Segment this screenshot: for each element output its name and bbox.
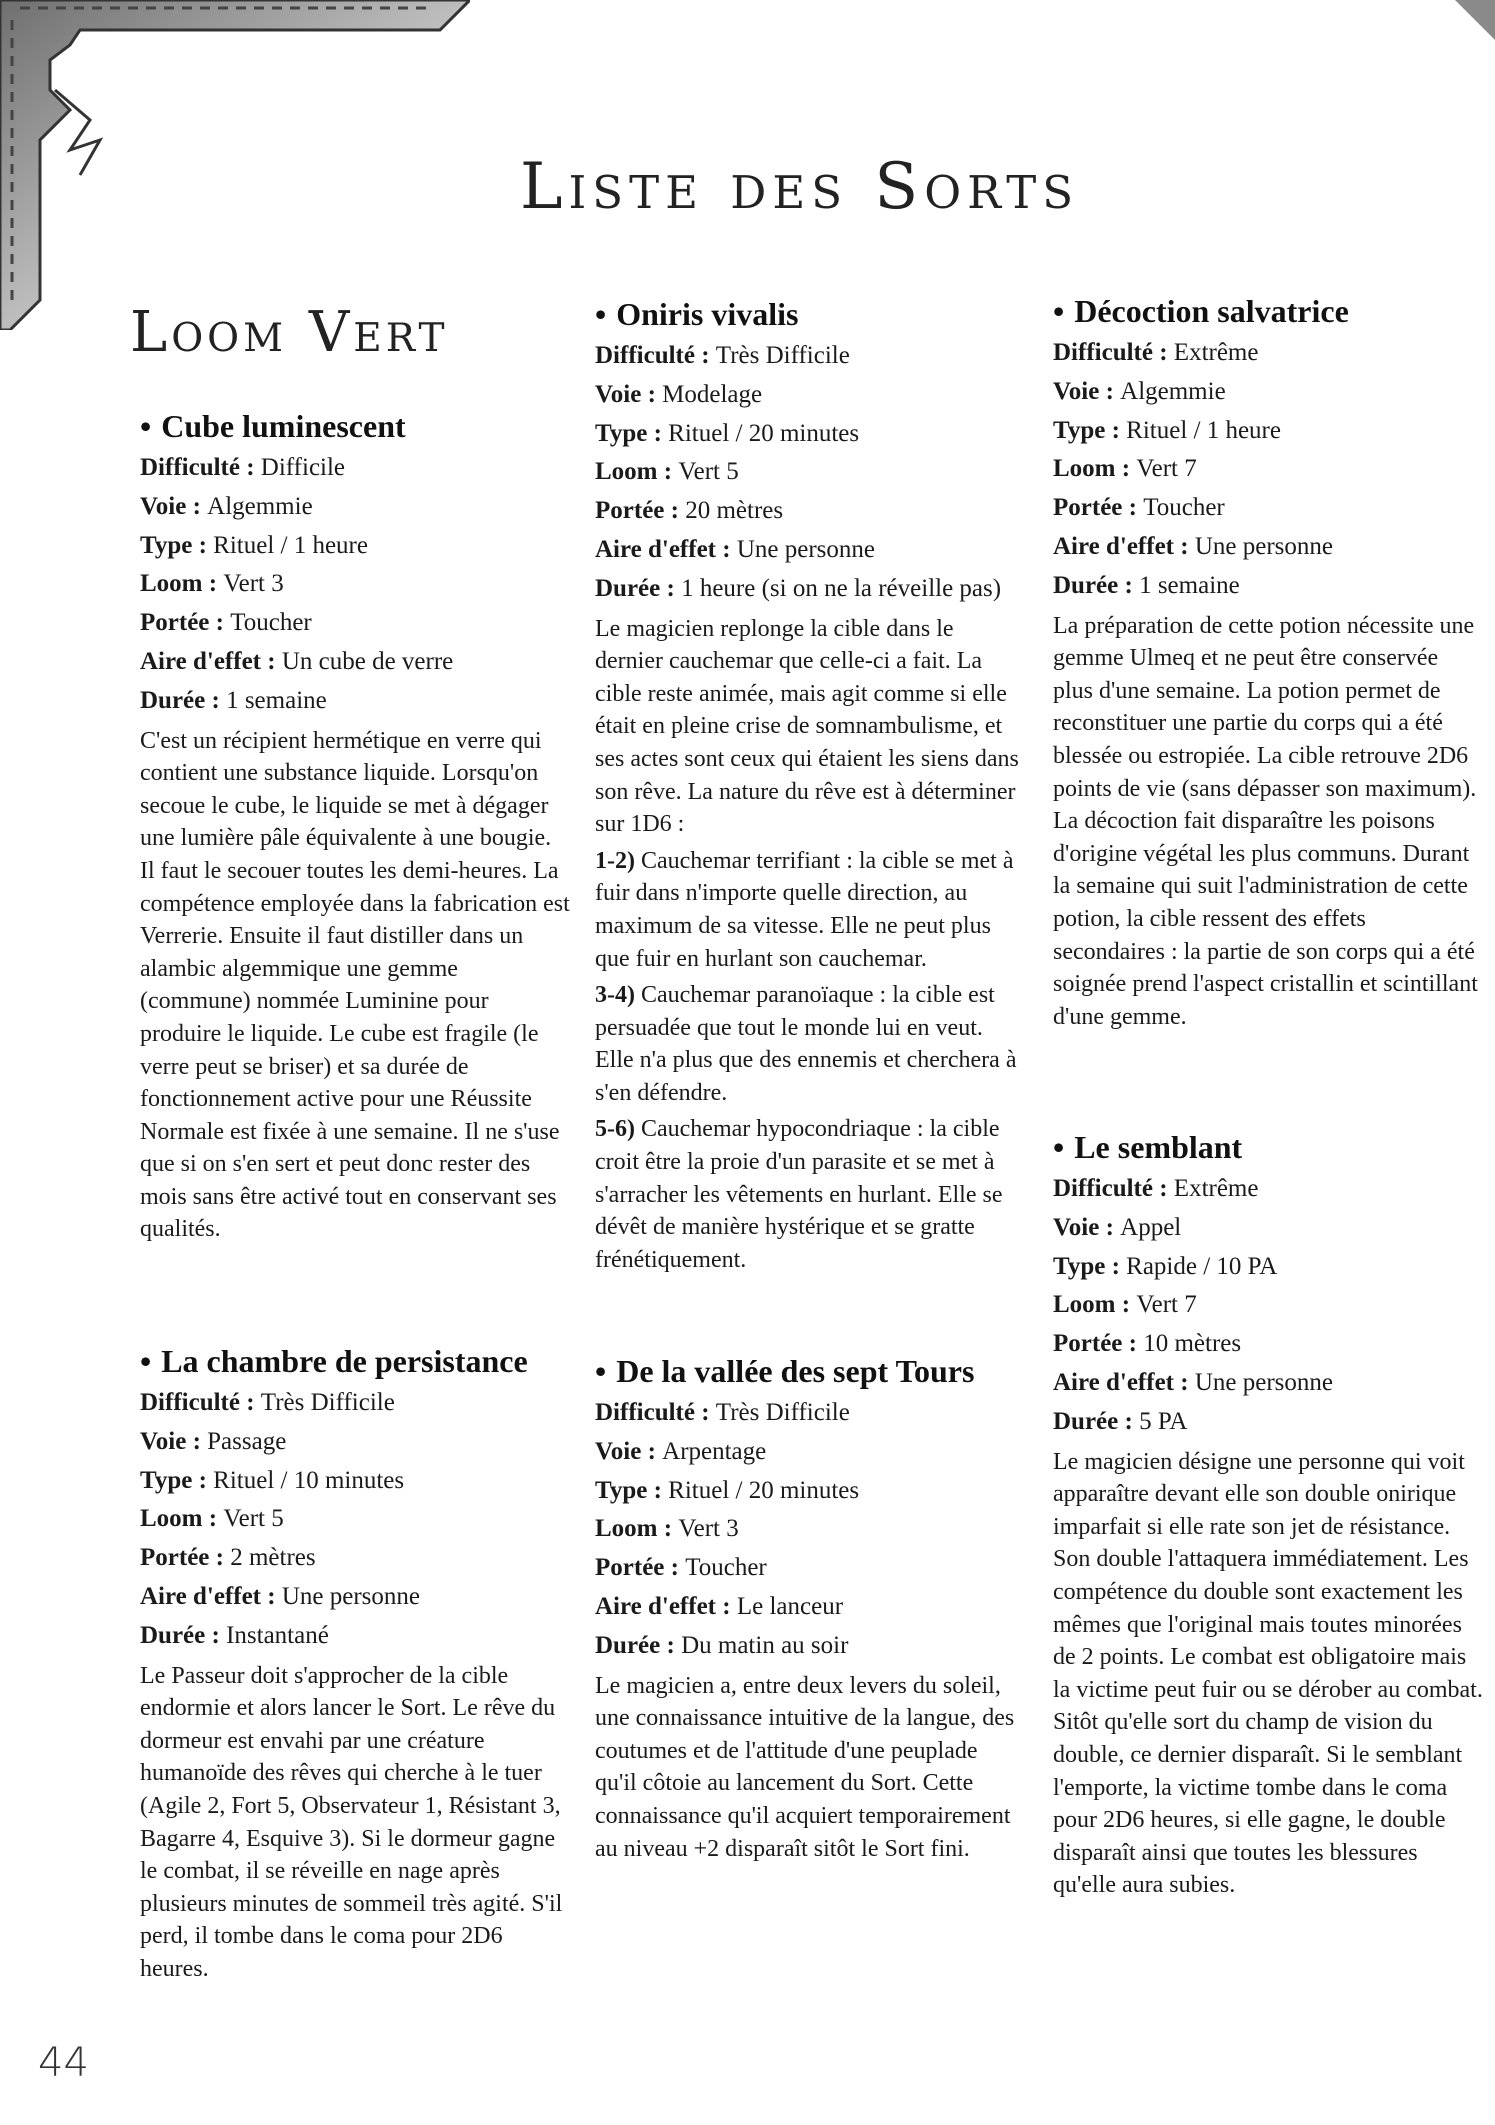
spell-entry (595, 293, 1025, 1276)
spell-description: Le magicien a, entre deux levers du soleil, une connaissance intuitive de la langue, des coutumes et de l'attitude d'une peuplade qu'il côtoie au lancement du Sort. Cette connaissance qu'il acquiert temporairement au niveau +2 disparaît sitôt le Sort fini. (595, 1672, 1015, 1862)
stat-line: Voie : Passage (140, 1427, 287, 1455)
stat-line: Aire d'effet : Le lanceur (595, 1592, 844, 1620)
stat-line: Loom : Vert 5 (140, 1505, 284, 1533)
stat-line: Type : Rituel / 1 heure (140, 531, 368, 559)
bullet-icon: • (1053, 1129, 1065, 1165)
stat-line: Voie : Arpentage (595, 1437, 767, 1465)
stat-line: Portée : Toucher (595, 1554, 767, 1582)
stat-line: Difficulté : Très Difficile (595, 1399, 850, 1426)
stat-line: Durée : Du matin au soir (595, 1631, 849, 1659)
stat-line: Voie : Algemmie (1053, 377, 1226, 405)
spell-name: • Oniris vivalis (595, 296, 799, 332)
page-number: 44 (38, 2040, 89, 2086)
stat-line: Type : Rapide / 10 PA (1053, 1252, 1278, 1280)
stat-line: Aire d'effet : Une personne (1053, 532, 1333, 560)
stat-line: Type : Rituel / 10 minutes (140, 1466, 405, 1494)
stat-line: Difficulté : Très Difficile (595, 342, 850, 369)
stat-line: Loom : Vert 3 (595, 1515, 739, 1543)
spell-entry (1053, 290, 1483, 1033)
bullet-icon: • (595, 1353, 607, 1389)
stat-line: Aire d'effet : Une personne (140, 1582, 420, 1610)
stat-line: Aire d'effet : Une personne (1053, 1368, 1333, 1396)
stat-line: Type : Rituel / 20 minutes (595, 1476, 860, 1504)
outcome-line: 5-6) Cauchemar hypocondriaque : la cible croit être la proie d'un parasite et se met à s'arracher les vêtements en hurlant. Elle se dévêt de manière hystérique et se gratte frénétiquement. (595, 1116, 1003, 1273)
stat-line: Voie : Appel (1053, 1213, 1182, 1241)
stat-line: Loom : Vert 7 (1053, 455, 1197, 483)
stat-line: Durée : 1 semaine (140, 686, 327, 714)
stat-line: Loom : Vert 3 (140, 570, 284, 598)
outcome-line: 3-4) Cauchemar paranoïaque : la cible est persuadée que tout le monde lui en veut. Elle n'a plus que des ennemis et cherchera à s'en défendre. (595, 982, 1017, 1106)
corner-ornament (0, 0, 470, 330)
stat-line: Difficulté : Extrême (1053, 1175, 1259, 1202)
stat-line: Portée : Toucher (1053, 494, 1225, 522)
section-title: Loom Vert (130, 300, 449, 365)
bullet-icon: • (595, 296, 607, 332)
spell-entry (140, 1340, 570, 1986)
bullet-icon: • (140, 1343, 152, 1379)
spell-description: Le magicien replonge la cible dans le dernier cauchemar que celle-ci a fait. La cible reste animée, mais agit comme si elle était en pleine crise de somnambulisme, et ses actes sont ceux qui étaient les siens dans son rêve. La nature du rêve est à déterminer sur 1D6 : (595, 615, 1019, 838)
stat-line: Durée : 1 heure (si on ne la réveille pas) (595, 574, 1002, 602)
stat-line: Portée : Toucher (140, 609, 312, 637)
spell-name: • Cube luminescent (140, 408, 406, 444)
stat-line: Portée : 20 mètres (595, 497, 784, 525)
stat-line: Durée : 1 semaine (1053, 571, 1240, 599)
stat-line: Durée : 5 PA (1053, 1407, 1188, 1435)
stat-line: Loom : Vert 5 (595, 458, 739, 486)
stat-line: Voie : Algemmie (140, 492, 313, 520)
stat-line: Aire d'effet : Un cube de verre (140, 647, 454, 675)
stat-line: Type : Rituel / 20 minutes (595, 419, 860, 447)
stat-line: Difficulté : Difficile (140, 454, 346, 481)
spell-name: • Décoction salvatrice (1053, 293, 1349, 329)
corner-ornament-right (1455, 0, 1495, 40)
stat-line: Portée : 10 mètres (1053, 1330, 1242, 1358)
bullet-icon: • (140, 408, 152, 444)
stat-line: Type : Rituel / 1 heure (1053, 416, 1281, 444)
stat-line: Aire d'effet : Une personne (595, 535, 875, 563)
spell-description: Le Passeur doit s'approcher de la cible endormie et alors lancer le Sort. Le rêve du dormeur est envahi par une créature humanoïde des rêves qui cherche à le tuer (Agile 2, Fort 5, Observateur 1, Résistant 3, Bagarre 4, Esquive 3). Si le dormeur gagne le combat, il se réveille en nage après plusieurs minutes de sommeil très agité. S'il perd, il tombe dans le coma pour 2D6 heures. (140, 1662, 563, 1982)
spell-entry (1053, 1126, 1483, 1902)
stat-line: Voie : Modelage (595, 380, 763, 408)
spell-name: • De la vallée des sept Tours (595, 1353, 975, 1389)
stat-line: Portée : 2 mètres (140, 1544, 316, 1572)
bullet-icon: • (1053, 293, 1065, 329)
stat-line: Loom : Vert 7 (1053, 1291, 1197, 1319)
spell-name: • Le semblant (1053, 1129, 1243, 1165)
stat-line: Difficulté : Très Difficile (140, 1389, 395, 1416)
stat-line: Durée : Instantané (140, 1621, 329, 1649)
spell-entry (595, 1350, 1025, 1865)
spell-description: La préparation de cette potion nécessite une gemme Ulmeq et ne peut être conservée plus d'une semaine. La potion permet de reconstituer une partie du corps qui a été blessée ou estropiée. La cible retrouve 2D6 points de vie (sans dépasser son maximum). La décoction fait disparaître les poisons d'origine végétal les plus communs. Durant la semaine qui suit l'administration de cette potion, la cible ressent des effets secondaires : la partie de son corps qui a été soignée prend l'aspect cristallin et scintillant d'une gemme. (1053, 612, 1478, 1030)
spell-name: • La chambre de persistance (140, 1343, 528, 1379)
spell-entry (140, 405, 570, 1246)
stat-line: Difficulté : Extrême (1053, 339, 1259, 366)
outcome-line: 1-2) Cauchemar terrifiant : la cible se met à fuir dans n'importe quelle direction, au maximum de sa vitesse. Elle ne peut plus que fuir en hurlant son cauchemar. (595, 847, 1014, 972)
spell-description: C'est un récipient hermétique en verre qui contient une substance liquide. Lorsqu'on secoue le cube, le liquide se met à dégager une lumière pâle équivalente à une bougie. Il faut le secouer toutes les demi-heures. La compétence employée dans la fabrication est Verrerie. Ensuite il faut distiller dans un alambic algemmique une gemme (commune) nommée Luminine pour produire le liquide. Le cube est fragile (le verre peut se briser) et sa durée de fonctionnement active pour une Réussite Normale est fixée à une semaine. Il ne s'use que si on s'en sert et peut donc rester des mois sans être activé tout en conservant ses qualités. (140, 727, 570, 1243)
spell-description: Le magicien désigne une personne qui voit apparaître devant elle son double onirique imparfait si elle rate son jet de résistance. Son double l'attaquera immédiatement. Les compétence du double sont exactement les mêmes que l'original mais toutes minorées de 2 points. Le combat est obligatoire mais la victime peut fuir ou se dérober au combat. Sitôt qu'elle sort du champ de vision du double, ce dernier disparaît. Si le semblant l'emporte, la victime tombe dans le coma pour 2D6 heures, si elle gagne, le double disparaît ainsi que toutes les blessures qu'elle aura subies. (1053, 1448, 1483, 1899)
page-title: Liste des Sorts (520, 150, 1080, 224)
